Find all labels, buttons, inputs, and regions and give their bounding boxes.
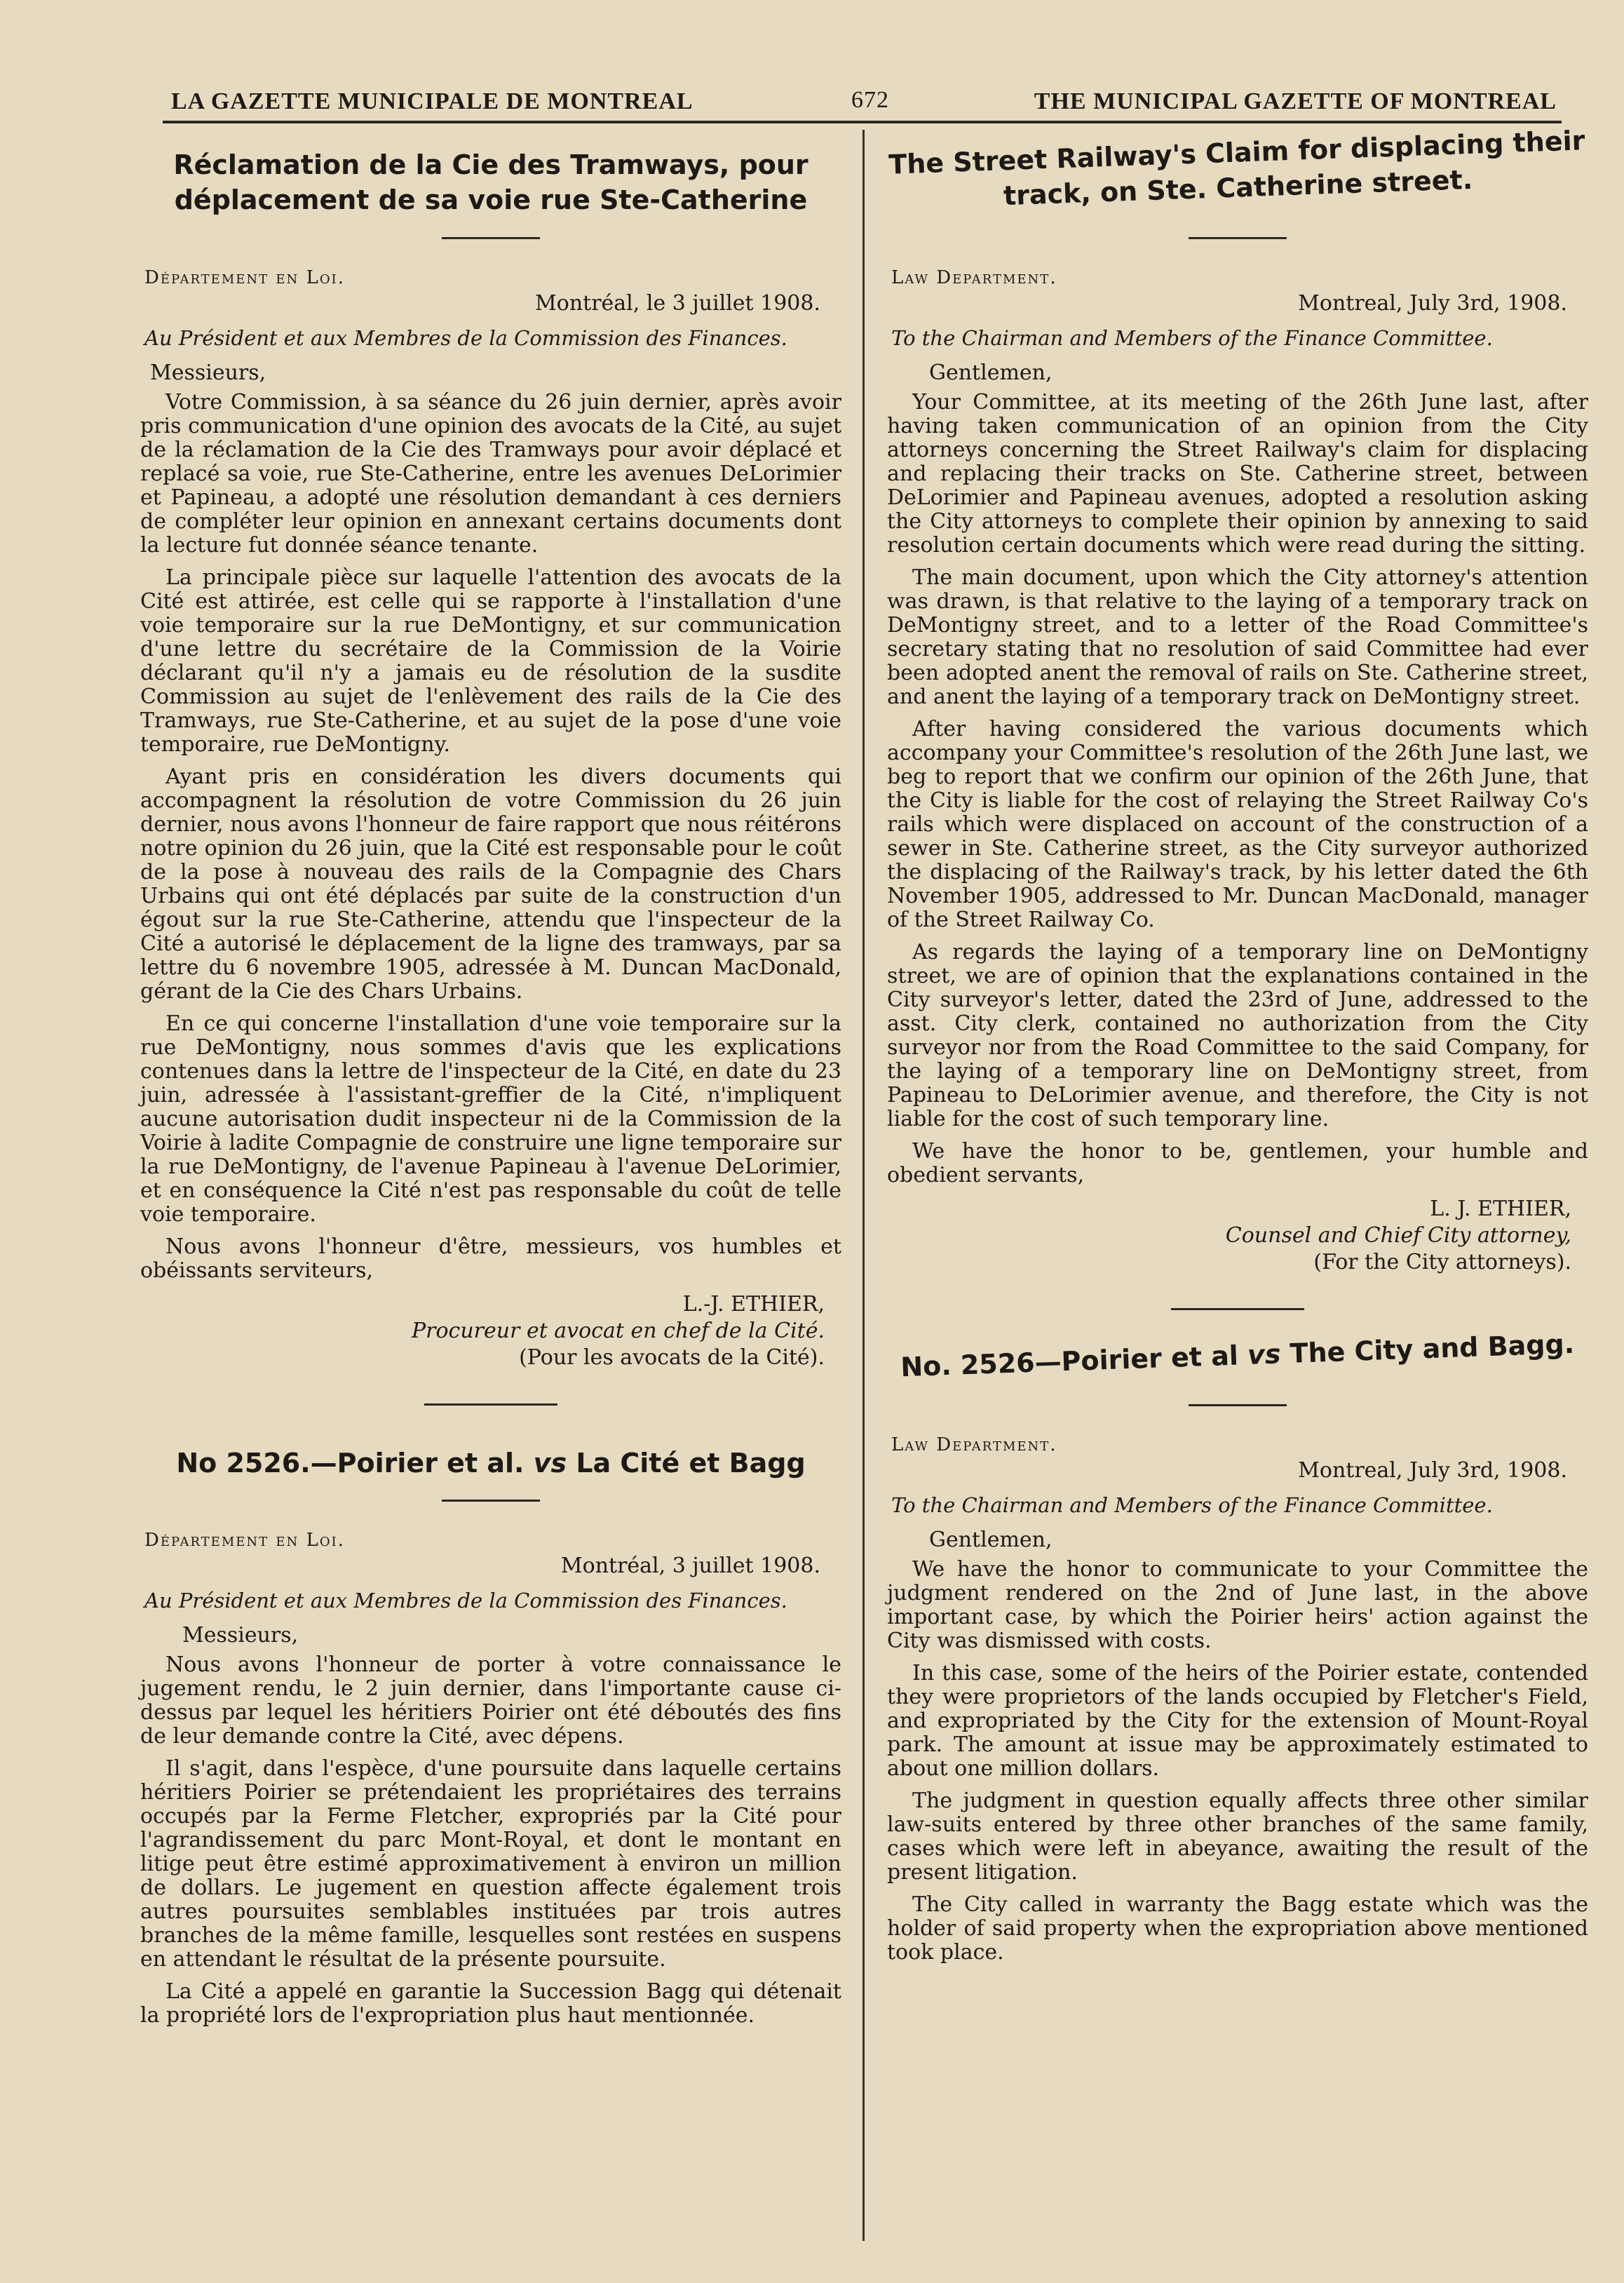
french-article1-dept: Département en Loi.: [144, 267, 345, 288]
running-header: [161, 83, 1557, 125]
case-title-vs: vs: [533, 1448, 567, 1479]
case-title-start: No 2526.—Poirier et al.: [176, 1448, 525, 1479]
french-article2-paragraph: Il s'agit, dans l'espèce, d'une poursuite dans laquelle certains héritiers Poirier se prétendaient les propriétaires des terrains occupés par la Ferme Fletcher, expropriés par la Cité pour l'agrandissement du parc Mont-Royal, et dont le montant en litige peut être estimé approximativement à environ un million de dollars. Le jugement en question affecte également trois autres poursuites semblables instituées par trois autres branches de la même famille, lesquelles sont restées en suspens en attendant le résultat de la présente poursuite.: [140, 1756, 841, 1972]
english-article2-paragraph: The City called in warranty the Bagg estate which was the holder of said property when the expropriation above mentioned took place.: [887, 1892, 1588, 1965]
article-separator: [1171, 1308, 1304, 1310]
french-article1-paragraph: La principale pièce sur laquelle l'attention des avocats de la Cité est attirée, est celle qui se rapporte à l'installation d'une voie temporaire sur la rue DeMontigny, et sur communication d'une lettre du secrétaire de la Commission de la Voirie déclarant qu'il n'y a jamais eu de résolution de la susdite Commission au sujet de l'enlèvement des rails de la Cie des Tramways, rue Ste-Catherine, et au sujet de la pose d'une voie temporaire, rue DeMontigny.: [140, 565, 841, 757]
english-article1-signature-block: [887, 1196, 1571, 1276]
french-article1-paragraph: Nous avons l'honneur d'être, messieurs, vos humbles et obéissants serviteurs,: [140, 1234, 841, 1283]
header-english-title: THE MUNICIPAL GAZETTE OF MONTREAL: [1034, 88, 1557, 114]
french-article2-salutation: Messieurs,: [182, 1623, 299, 1648]
english-article2-title: [886, 1328, 1588, 1383]
english-article2-salutation: Gentlemen,: [929, 1528, 1053, 1552]
french-signature: L.-J. ETHIER,: [682, 1292, 825, 1316]
french-signature-role: Procureur et avocat en chef de la Cité.: [411, 1319, 825, 1343]
english-article2-paragraph: The judgment in question equally affects three other similar law-suits entered by three other branches of the same family, cases which were left in abeyance, awaiting the result of the present litigation.: [887, 1789, 1588, 1885]
header-french-title: LA GAZETTE MUNICIPALE DE MONTREAL: [171, 88, 693, 114]
english-article2-dept: Law Department.: [891, 1434, 1057, 1455]
column-divider: [862, 130, 865, 2241]
title-rule: [442, 1500, 540, 1502]
article-separator: [424, 1403, 557, 1406]
french-article1-salutation: Messieurs,: [150, 361, 266, 385]
english-article1-paragraph: We have the honor to be, gentlemen, your humble and obedient servants,: [887, 1139, 1588, 1187]
case-title-end: La Cité et Bagg: [576, 1448, 806, 1479]
french-article2-dept: Département en Loi.: [144, 1530, 345, 1551]
french-column: [140, 147, 841, 2036]
english-article2-paragraph: We have the honor to communicate to your Committee the judgment rendered on the 2nd of June last, in the above important case, by which the Poirier heirs' action against the City was dismissed with costs.: [887, 1557, 1588, 1653]
case-title-end: The City and Bagg.: [1289, 1328, 1575, 1369]
french-signature-role2: (Pour les avocats de la Cité).: [519, 1345, 825, 1370]
title-rule: [442, 237, 540, 239]
french-article1-title: Réclamation de la Cie des Tramways, pour déplacement de sa voie rue Ste-Catherine: [173, 149, 808, 215]
english-column: [887, 125, 1588, 1973]
french-article2-date: Montréal, 3 juillet 1908.: [560, 1554, 820, 1578]
french-article1-date: Montréal, le 3 juillet 1908.: [535, 291, 820, 316]
english-article2-paragraph: In this case, some of the heirs of the Poirier estate, contended they were proprietors of the lands occupied by Fletcher's Field, and expropriated by the City for the extension of Mount-Royal park. The amount at issue may be approximately estimated to about one million dollars.: [887, 1661, 1588, 1781]
page-number: 672: [851, 87, 889, 113]
english-article1-date: Montreal, July 3rd, 1908.: [1298, 291, 1567, 316]
title-rule: [1189, 1404, 1287, 1406]
english-article1-addressee: To the Chairman and Members of the Finance Committee.: [891, 326, 1493, 350]
french-article2-paragraph: La Cité a appelé en garantie la Succession Bagg qui détenait la propriété lors de l'expropriation plus haut mentionnée.: [140, 1979, 841, 2028]
french-article2-paragraph: Nous avons l'honneur de porter à votre connaissance le jugement rendu, le 2 juin dernier, dans l'importante cause ci-dessus par lequel les héritiers Poirier ont été déboutés des fins de leur demande contre la Cité, avec dépens.: [140, 1652, 841, 1749]
english-article1-paragraph: After having considered the various documents which accompany your Committee's resolution of the 26th June last, we beg to report that we confirm our opinion of the 26th June, that the City is liable for the cost of relaying the Street Railway Co's rails which were displaced on account of the construction of a sewer in Ste. Catherine street, as the City surveyor authorized the displacing of the Railway's track, by his letter dated the 6th November 1905, addressed to Mr. Duncan MacDonald, manager of the Street Railway Co.: [887, 717, 1588, 932]
title-rule: [1189, 237, 1287, 239]
english-article2-date: Montreal, July 3rd, 1908.: [1298, 1458, 1567, 1483]
english-article1-title: The Street Railway's Claim for displacing their track, on Ste. Catherine street.: [888, 125, 1586, 212]
french-article1-paragraph: En ce qui concerne l'installation d'une voie temporaire sur la rue DeMontigny, nous sommes d'avis que les explications contenues dans la lettre de l'inspecteur de la Cité, en date du 23 juin, adressée à l'assistant-greffier de la Cité, n'impliquent aucune autorisation dudit inspecteur ni de la Commission de la Voirie à ladite Compagnie de construire une ligne temporaire sur la rue DeMontigny, de l'avenue Papineau à l'avenue DeLorimier, et en conséquence la Cité n'est pas responsable du coût de telle voie temporaire.: [140, 1011, 841, 1227]
english-article1-paragraph: As regards the laying of a temporary line on DeMontigny street, we are of opinion that the explanations contained in the City surveyor's letter, dated the 23rd of June, addressed to the asst. City clerk, contained no authorization from the City surveyor nor from the Road Committee to the said Company, for the laying of a temporary line on DeMontigny street, from Papineau to DeLorimier avenue, and therefore, the City is not liable for the cost of such temporary line.: [887, 940, 1588, 1131]
english-article1-paragraph: The main document, upon which the City attorney's attention was drawn, is that relative to the laying of a temporary track on DeMontigny street, and to a letter of the Road Committee's secretary stating that no resolution of said Committee had ever been adopted anent the removal of rails on Ste. Catherine street, and anent the laying of a temporary track on DeMontigny street.: [887, 565, 1588, 709]
french-article1-paragraph: Ayant pris en considération les divers documents qui accompagnent la résolution de votre Commission du 26 juin dernier, nous avons l'honneur de faire rapport que nous réitérons notre opinion du 26 juin, que la Cité est responsable pour le coût de la pose à nouveau des rails de la Compagnie des Chars Urbains qui ont été déplacés par suite de la construction d'un égout sur la rue Ste-Catherine, attendu que l'inspecteur de la Cité a autorisé le déplacement de la ligne des tramways, par sa lettre du 6 novembre 1905, adressée à M. Duncan MacDonald, gérant de la Cie des Chars Urbains.: [140, 765, 841, 1004]
case-title-start: No. 2526—Poirier et al: [900, 1340, 1239, 1383]
english-article1-paragraph: Your Committee, at its meeting of the 26th June last, after having taken communication of an opinion from the City attorneys concerning the Street Railway's claim for displacing and replacing their tracks on Ste. Catherine street, between DeLorimier and Papineau avenues, adopted a resolution asking the City attorneys to complete their opinion by annexing to said resolution certain documents which were read during the sitting.: [887, 390, 1588, 558]
french-article2-addressee: Au Président et aux Membres de la Commission des Finances.: [144, 1589, 787, 1612]
english-signature: L. J. ETHIER,: [1430, 1197, 1571, 1221]
english-signature-role2: (For the City attorneys).: [1313, 1250, 1571, 1274]
english-signature-role: Counsel and Chief City attorney,: [1225, 1223, 1571, 1248]
french-article1-addressee: Au Président et aux Membres de la Commission des Finances.: [144, 326, 787, 350]
header-rule: [163, 121, 1562, 123]
english-article1-dept: Law Department.: [891, 267, 1057, 288]
english-article1-salutation: Gentlemen,: [929, 361, 1053, 385]
case-title-vs: vs: [1247, 1338, 1282, 1371]
french-article1-paragraph: Votre Commission, à sa séance du 26 juin dernier, après avoir pris communication d'une opinion des avocats de la Cité, au sujet de la réclamation de la Cie des Tramways pour avoir déplacé et replacé sa voie, rue Ste-Catherine, entre les avenues DeLorimier et Papineau, a adopté une résolution demandant à ces derniers de compléter leur opinion en annexant certains documents dont la lecture fut donnée séance tenante.: [140, 390, 841, 558]
french-article1-signature-block: [140, 1291, 825, 1371]
english-article2-addressee: To the Chairman and Members of the Finance Committee.: [891, 1493, 1493, 1517]
french-article2-title: [140, 1448, 841, 1479]
